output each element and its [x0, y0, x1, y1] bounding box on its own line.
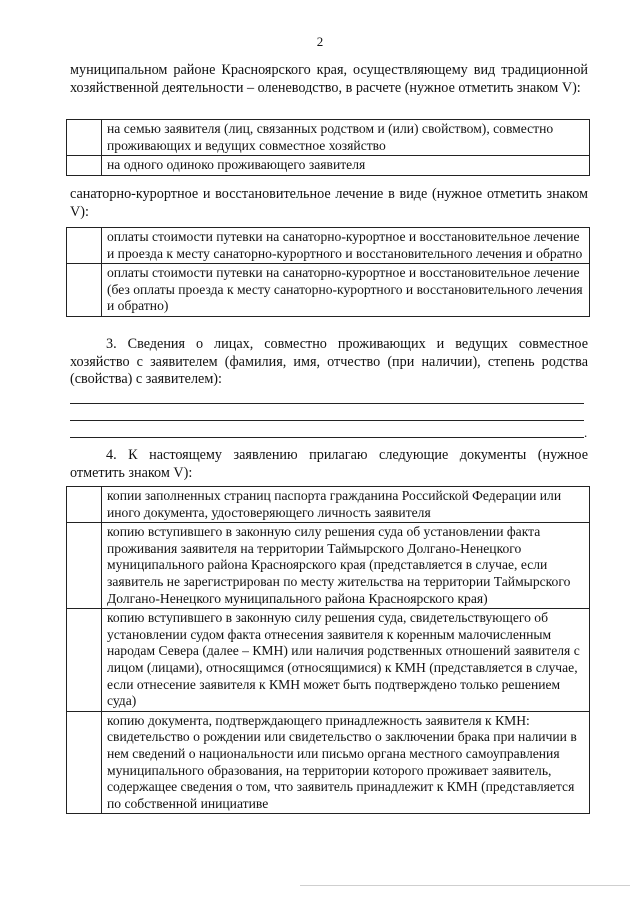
checkbox-cell[interactable]	[67, 711, 102, 814]
table-row	[67, 711, 590, 814]
line-end-period: .	[584, 425, 588, 440]
checkbox-cell[interactable]	[67, 156, 102, 176]
option-table-documents	[66, 486, 590, 814]
fill-line[interactable]	[70, 403, 584, 404]
option-text: копию вступившего в законную силу решения суда, свидетельствующего об установлении судом факта отнесения заявителя к коренным малочисленным народам Севера (далее – КМН) или наличия родственных отношений заявителя с лицом (лицами), относящимся (относящимися) к КМН (представляется в случае, если отнесение заявителя к КМН может быть подтверждено только решением суда)	[102, 609, 590, 712]
checkbox-cell[interactable]	[67, 523, 102, 609]
checkbox-cell[interactable]	[67, 609, 102, 712]
table-row	[67, 228, 590, 264]
option-text: на одного одиноко проживающего заявителя	[102, 156, 590, 176]
table-row	[67, 156, 590, 176]
page-bottom-edge	[300, 885, 630, 886]
table-row	[67, 264, 590, 317]
option-table-family	[66, 119, 590, 176]
table-row	[67, 523, 590, 609]
option-text: копию документа, подтверждающего принадлежность заявителя к КМН: свидетельство о рождении или свидетельство о заключении брака при наличии в нем сведений о национальности или письмо органа местного самоуправления муниципального образования, на территории которого проживает заявитель, содержащее сведения о том, что заявитель принадлежит к КМН (представляется по собственной инициативе	[102, 711, 590, 814]
checkbox-cell[interactable]	[67, 120, 102, 156]
paragraph-continuation: муниципальном районе Красноярского края, осуществляющему вид традиционной хозяйственной деятельности – оленеводство, в расчете (нужное отметить знаком V):	[70, 62, 588, 96]
option-text: оплаты стоимости путевки на санаторно-курортное и восстановительное лечение и проезда к месту санаторно-курортного и восстановительного лечения и обратно	[102, 228, 590, 264]
table-row	[67, 609, 590, 712]
table-row	[67, 120, 590, 156]
page-number: 2	[316, 34, 324, 49]
checkbox-cell[interactable]	[67, 228, 102, 264]
checkbox-cell[interactable]	[67, 264, 102, 317]
fill-line[interactable]	[70, 420, 584, 421]
section-3-heading: 3. Сведения о лицах, совместно проживающих и ведущих совместное хозяйство с заявителем (фамилия, имя, отчество (при наличии), степень родства (свойства) с заявителем):	[70, 336, 588, 388]
option-text: оплаты стоимости путевки на санаторно-курортное и восстановительное лечение (без оплаты проезда к месту санаторно-курортного и восстановительного лечения и обратно)	[102, 264, 590, 317]
option-text: копии заполненных страниц паспорта гражданина Российской Федерации или иного документа, удостоверяющего личность заявителя	[102, 487, 590, 523]
option-table-treatment	[66, 227, 590, 317]
option-text: копию вступившего в законную силу решения суда об установлении факта проживания заявителя на территории Таймырского Долгано-Ненецкого муниципального района Красноярского края (представляется в случае, если заявитель не зарегистрирован по месту жительства на территории Таймырского Долгано-Ненецкого муниципального района Красноярского края)	[102, 523, 590, 609]
checkbox-cell[interactable]	[67, 487, 102, 523]
paragraph-treatment: санаторно-курортное и восстановительное лечение в виде (нужное отметить знаком V):	[70, 186, 588, 220]
option-text: на семью заявителя (лиц, связанных родством и (или) свойством), совместно проживающих и ведущих совместное хозяйство	[102, 120, 590, 156]
fill-line[interactable]	[70, 437, 584, 438]
section-4-heading: 4. К настоящему заявлению прилагаю следующие документы (нужное отметить знаком V):	[70, 447, 588, 481]
table-row	[67, 487, 590, 523]
